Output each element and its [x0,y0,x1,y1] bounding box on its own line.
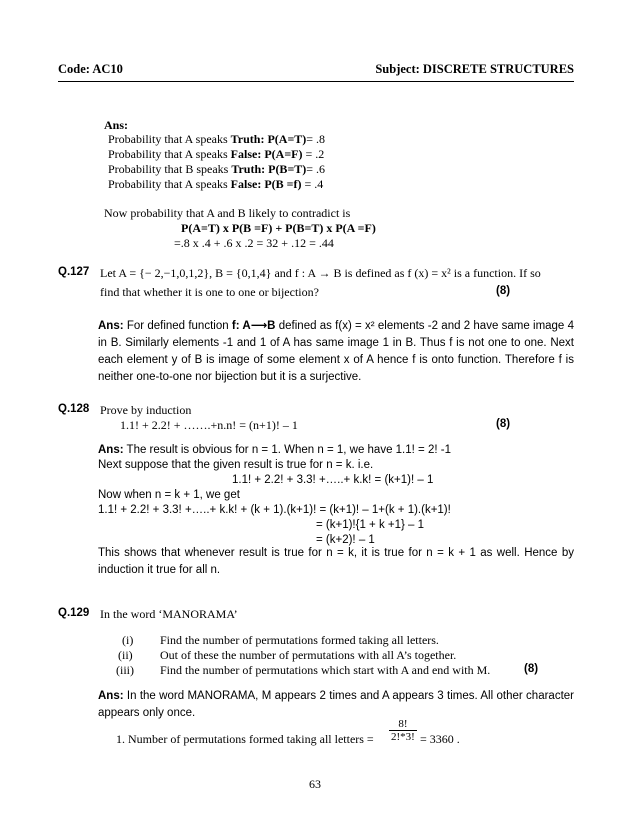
q129-item-label-2: (ii) [118,648,133,662]
q129-item-text-3: Find the number of permutations which start with A and end with M. [160,663,491,677]
contradict-line: Now probability that A and B likely to contradict is [104,206,351,220]
question-number-128: Q.128 [58,403,90,415]
header-rule [58,81,574,82]
q129-step-1-result: = 3360 . [420,732,460,746]
q128-ans-line-1: Ans: The result is obvious for n = 1. When n = 1, we have 1.1! = 2! -1 [98,444,451,456]
prob-line-2: Probability that A speaks False: P(A=F) = .2 [108,147,325,161]
prob-line-1: Probability that A speaks Truth: P(A=T)= .8 [108,132,326,146]
q129-fraction [389,718,417,743]
q129-item-text-2: Out of these the number of permutations with all A’s together. [160,648,457,662]
q128-ans-line-4: Now when n = k + 1, we get [98,489,240,501]
q128-ans-line-6: = (k+1)!{1 + k +1} – 1 [316,519,425,531]
q128-line-1: Prove by induction [100,403,192,417]
q127-marks: (8) [496,285,511,297]
q129-item-label-1: (i) [122,633,134,647]
q129-item-label-3: (iii) [116,663,134,677]
q127-line-2: find that whether it is one to one or bijection? [100,285,319,299]
header-subject: Subject: DISCRETE STRUCTURES [375,62,574,76]
q129-line-1: In the word ‘MANORAMA’ [100,607,238,621]
q128-marks: (8) [496,418,511,430]
q129-marks: (8) [524,663,539,675]
fraction-numerator: 8! [389,718,417,731]
question-number-127: Q.127 [58,266,90,278]
q127-answer: Ans: For defined function f: A⟶B defined as f(x) = x² elements -2 and 2 have same image 4 in B. Similarly elements -1 and 1 of A has same image 1 in B. Thus f is not one to one. Next each element y of B is image of some element x of A hence f is onto function. Therefore f is neither one-to-one nor bijection but it is a surjective. [98,320,574,383]
q128-ans-line-2: Next suppose that the given result is true for n = k. i.e. [98,459,374,471]
fraction-denominator: 2!*3! [391,731,415,743]
q129-step-1-text: 1. Number of permutations formed taking all letters = [116,732,374,746]
q128-ans-line-5: 1.1! + 2.2! + 3.3! +…..+ k.k! + (k + 1).(k+1)! = (k+1)! – 1+(k + 1).(k+1)! [98,504,451,516]
contradict-result: =.8 x .4 + .6 x .2 = 32 + .12 = .44 [174,236,334,250]
q129-item-text-1: Find the number of permutations formed taking all letters. [160,633,439,647]
prob-line-4: Probability that A speaks False: P(B =f) = .4 [108,177,324,191]
contradict-formula: P(A=T) x P(B =F) + P(B=T) x P(A =F) [181,221,376,235]
q128-ans-line-7: = (k+2)! – 1 [316,534,375,546]
header-code: Code: AC10 [58,62,123,76]
page-number: 63 [309,777,321,791]
q128-conclusion: This shows that whenever result is true for n = k, it is true for n = k + 1 as well. Hence by induction it true for all n. [98,547,574,576]
ans-label: Ans: [104,118,129,132]
question-number-129: Q.129 [58,607,90,619]
q129-answer: Ans: In the word MANORAMA, M appears 2 times and A appears 3 times. All other character appears only once. [98,690,574,719]
q128-line-2: 1.1! + 2.2! + …….+n.n! = (n+1)! – 1 [120,418,298,432]
q128-ans-line-3: 1.1! + 2.2! + 3.3! +…..+ k.k! = (k+1)! – 1 [232,474,434,486]
prob-line-3: Probability that B speaks Truth: P(B=T)= .6 [108,162,326,176]
q127-line-1: Let A = {− 2,−1,0,1,2}, B = {0,1,4} and f : A → B is defined as f (x) = x² is a function. If so [100,266,541,280]
